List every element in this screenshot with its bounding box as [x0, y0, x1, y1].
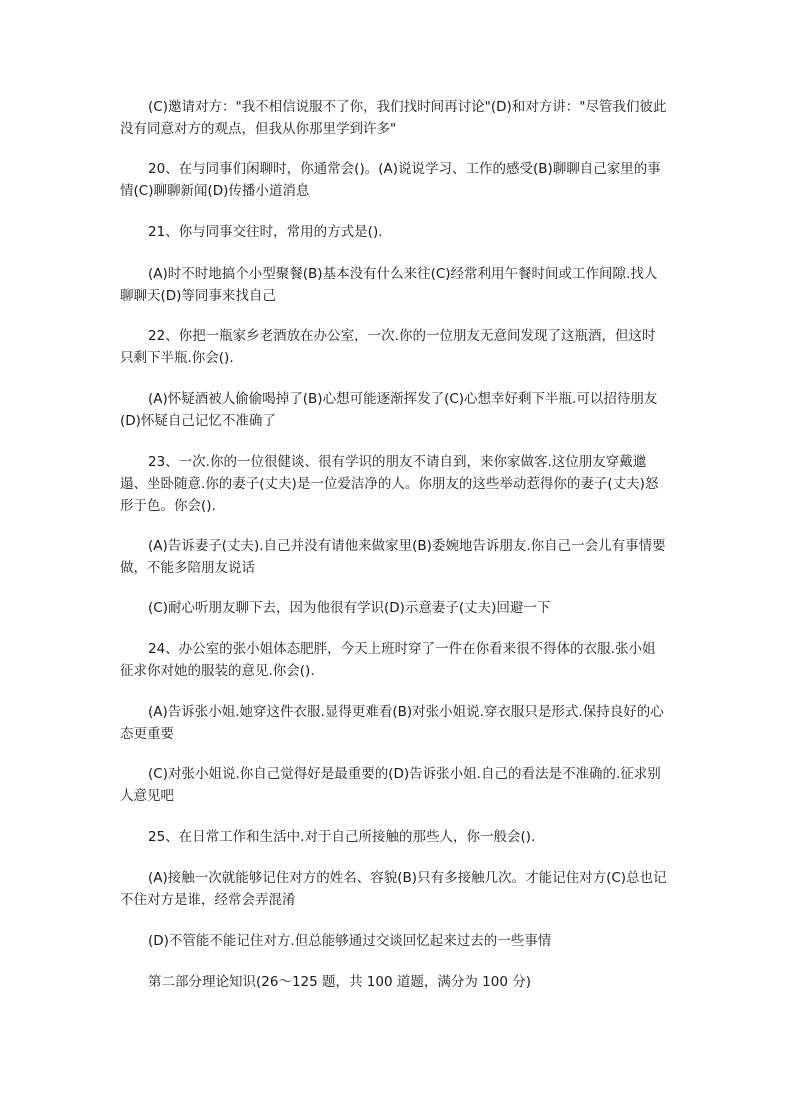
paragraph-option-d-q25: (D)不管能不能记住对方.但总能够通过交谈回忆起来过去的一些事情 [148, 933, 552, 949]
paragraph-question-24: 24、办公室的张小姐体态肥胖，今天上班时穿了一件在你看来很不得体的衣服.张小姐征求你对她的服装的意见.你会(). [120, 641, 656, 679]
paragraph-question-25: 25、在日常工作和生活中.对于自己所接触的那些人，你一般会(). [148, 829, 536, 845]
paragraph-question-21: 21、你与同事交往时，常用的方式是(). [148, 224, 383, 240]
paragraph-options-ab-q24: (A)告诉张小姐.她穿这件衣服.显得更难看(B)对张小姐说.穿衣服只是形式.保持良好的心态更重要 [120, 704, 664, 742]
paragraph-options-cd-q23: (C)耐心听朋友聊下去，因为他很有学识(D)示意妻子(丈夫)回避一下 [148, 600, 551, 616]
paragraph-question-23: 23、一次.你的一位很健谈、很有学识的朋友不请自到，来你家做客.这位朋友穿戴邋遢、坐卧随意.你的妻子(丈夫)是一位爱洁净的人。你朋友的这些举动惹得你的妻子(丈夫)怒形于色。你会(). [120, 454, 659, 514]
paragraph-option-c-d-q19: (C)邀请对方："我不相信说服不了你，我们找时间再讨论"(D)和对方讲："尽管我们彼此没有同意对方的观点，但我从你那里学到许多" [120, 99, 667, 137]
paragraph-options-q21: (A)时不时地搞个小型聚餐(B)基本没有什么来往(C)经常利用午餐时间或工作间隙.找人聊聊天(D)等同事来找自己 [120, 266, 658, 304]
paragraph-options-cd-q24: (C)对张小姐说.你自己觉得好是最重要的(D)告诉张小姐.自己的看法是不准确的.征求别人意见吧 [120, 766, 661, 804]
paragraph-options-q22: (A)怀疑酒被人偷偷喝掉了(B)心想可能逐渐挥发了(C)心想幸好剩下半瓶.可以招待朋友(D)怀疑自己记忆不准确了 [120, 391, 658, 429]
paragraph-options-ab-q23: (A)告诉妻子(丈夫).自己并没有请他来做家里(B)委婉地告诉朋友.你自己一会儿有事情要做，不能多陪朋友说话 [120, 538, 666, 576]
paragraph-options-abc-q25: (A)接触一次就能够记住对方的姓名、容貌(B)只有多接触几次。才能记住对方(C)总也记不住对方是谁，经常会弄混淆 [120, 870, 667, 908]
paragraph-question-22: 22、你把一瓶家乡老酒放在办公室，一次.你的一位朋友无意间发现了这瓶酒，但这时只剩下半瓶.你会(). [120, 328, 656, 366]
paragraph-question-20: 20、在与同事们闲聊时，你通常会()。(A)说说学习、工作的感受(B)聊聊自己家里的事情(C)聊聊新闻(D)传播小道消息 [120, 161, 661, 199]
section-heading-part-two: 第二部分理论知识(26～125 题，共 100 道题，满分为 100 分) [148, 974, 531, 990]
